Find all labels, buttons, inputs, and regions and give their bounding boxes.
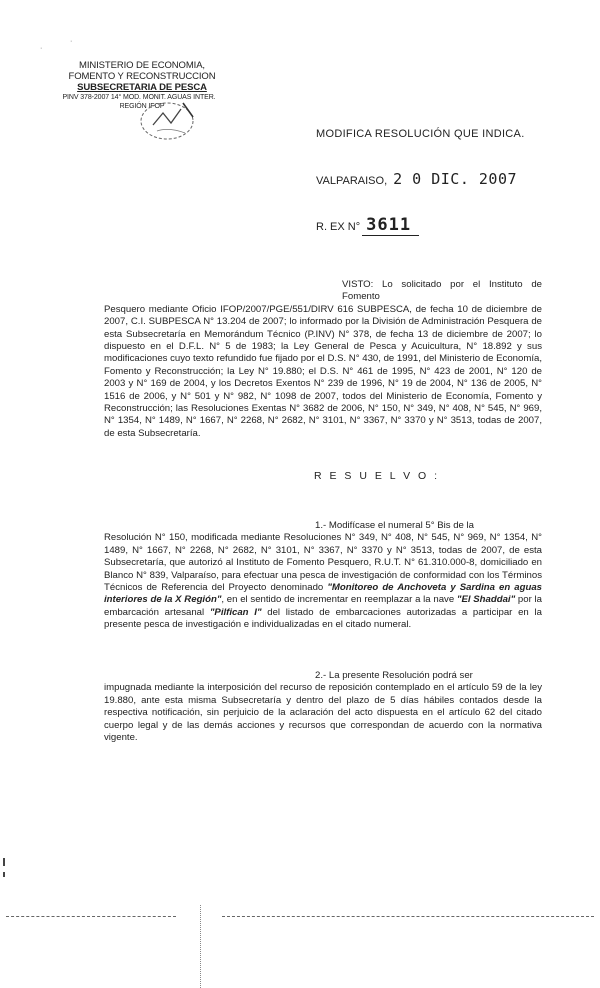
document-subject: MODIFICA RESOLUCIÓN QUE INDICA. bbox=[316, 128, 525, 140]
visto-body: Pesquero mediante Oficio IFOP/2007/PGE/551/DIRV 616 SUBPESCA, de fecha 10 de diciembre de 2007, C.I. SUBPESCA N° 13.204 de 2007; lo informado por la División de Administración Pesquera de esta Subsecretaría en Memorándum Técnico (P.INV) N° 378, de fecha 13 de diciembre de 2007; lo dispuesto en el D.F.L. N° 5 de 1983; la Ley General de Pesca y Acuicultura, N° 18.892 y sus modificaciones cuyo texto refundido fue fijado por el D.S. N° 430, de 1991, del Ministerio de Economía, Fomento y Reconstrucción; la Ley N° 19.880; el D.S. N° 461 de 1995, N° 423 de 2001, N° 120 de 2003 y N° 169 de 2004, y los Decretos Exentos N° 239 de 1996, N° 19 de 2004, N° 136 de 2005, N° 1516 de 2006, y N° 501 y N° 982, N° 1098 de 2007, todos del Ministerio de Economía, Fomento y Reconstrucción; las Resoluciones Exentas N° 3682 de 2006, N° 150, N° 349, N° 408, N° 545, N° 969, N° 1354, N° 1489, N° 1667, N° 2268, N° 2682, N° 3101, N° 3367, N° 3370 y N° 3513, todas de 2007, de esta Subsecretaría. bbox=[104, 303, 542, 439]
item-2-first-line: 2.- La presente Resolución podrá ser bbox=[315, 670, 473, 681]
ministry-line: MINISTERIO DE ECONOMIA, bbox=[79, 60, 205, 71]
ministry-line-2: FOMENTO Y RECONSTRUCCION bbox=[68, 71, 216, 82]
rex-label: R. EX N° bbox=[316, 221, 361, 233]
item-1-body bbox=[104, 532, 542, 631]
official-stamp-icon bbox=[135, 95, 205, 143]
fold-line-left bbox=[6, 916, 176, 917]
item-1-text-d: del listado de embarcaciones autorizadas a participar en la presente pesca de investigación e individualizadas en el citado numeral. bbox=[104, 606, 542, 631]
item-1-first-line: 1.- Modifícase el numeral 5° Bis de la bbox=[315, 520, 475, 531]
region-reference: REGIÓN IFOP bbox=[119, 103, 165, 110]
resolution-number bbox=[316, 215, 419, 236]
vessel-new: "Pilfican I" bbox=[209, 606, 262, 618]
item-2-paragraph bbox=[104, 670, 542, 744]
place-date bbox=[316, 170, 517, 188]
date-stamp: 2 0 DIC. 2007 bbox=[393, 170, 518, 188]
item-1-text-c: por la embarcación artesanal bbox=[104, 594, 542, 618]
item-1-text-a: Resolución N° 150, modificada mediante Resoluciones N° 349, N° 408, N° 545, N° 969, N° 1354, N° 1489, N° 1667, N° 2268, N° 2682, N° 3101, N° 3367, N° 3370 y N° 3513, todas de 2007, de esta Subsecretaría, que autorizó al Instituto de Fomento Pesquero, R.U.T. N° 61.310.000-8, domiciliado en Blanco N° 839, Valparaíso, para efectuar una pesca de investigación de conformidad con los Términos Técnicos de Referencia del Proyecto denominado bbox=[104, 532, 542, 594]
vessel-replaced: "El Shaddai" bbox=[456, 594, 516, 606]
scan-margin-mark bbox=[3, 858, 5, 866]
file-reference: PINV 378-2007 14° MOD. MONIT. AGUAS INTER. bbox=[62, 94, 216, 101]
item-1-paragraph bbox=[104, 520, 542, 632]
resuelvo-heading: R E S U E L V O : bbox=[314, 470, 440, 482]
scan-speck: · bbox=[70, 38, 73, 45]
fold-line-vertical bbox=[200, 905, 201, 988]
visto-first-line: VISTO: Lo solicitado por el Instituto de Fomento bbox=[342, 279, 542, 303]
place-label: VALPARAISO, bbox=[316, 175, 388, 187]
rex-number: 3611 bbox=[362, 215, 419, 236]
item-1-text-b: , en el sentido de incrementar en reemplazar a la nave bbox=[221, 594, 457, 606]
visto-paragraph bbox=[104, 279, 542, 440]
scan-speck: · bbox=[40, 45, 43, 52]
fold-line-right bbox=[222, 916, 594, 917]
scan-margin-mark bbox=[3, 872, 5, 877]
item-2-body: impugnada mediante la interposición del recurso de reposición contemplado en el artículo 59 de la ley 19.880, ante esta misma Subsecretaría y dentro del plazo de 5 días hábiles contados desde la respectiva notificación, sin perjuicio de la aclaración del acto dispuesta en el artículo 62 del citado cuerpo legal y de las demás acciones y recursos que correspondan de acuerdo con la normativa vigente. bbox=[104, 682, 542, 744]
subsecretaria-line: SUBSECRETARIA DE PESCA bbox=[77, 82, 207, 93]
project-name: "Monitoreo de Anchoveta y Sardina en aguas interiores de la X Región" bbox=[104, 582, 542, 606]
